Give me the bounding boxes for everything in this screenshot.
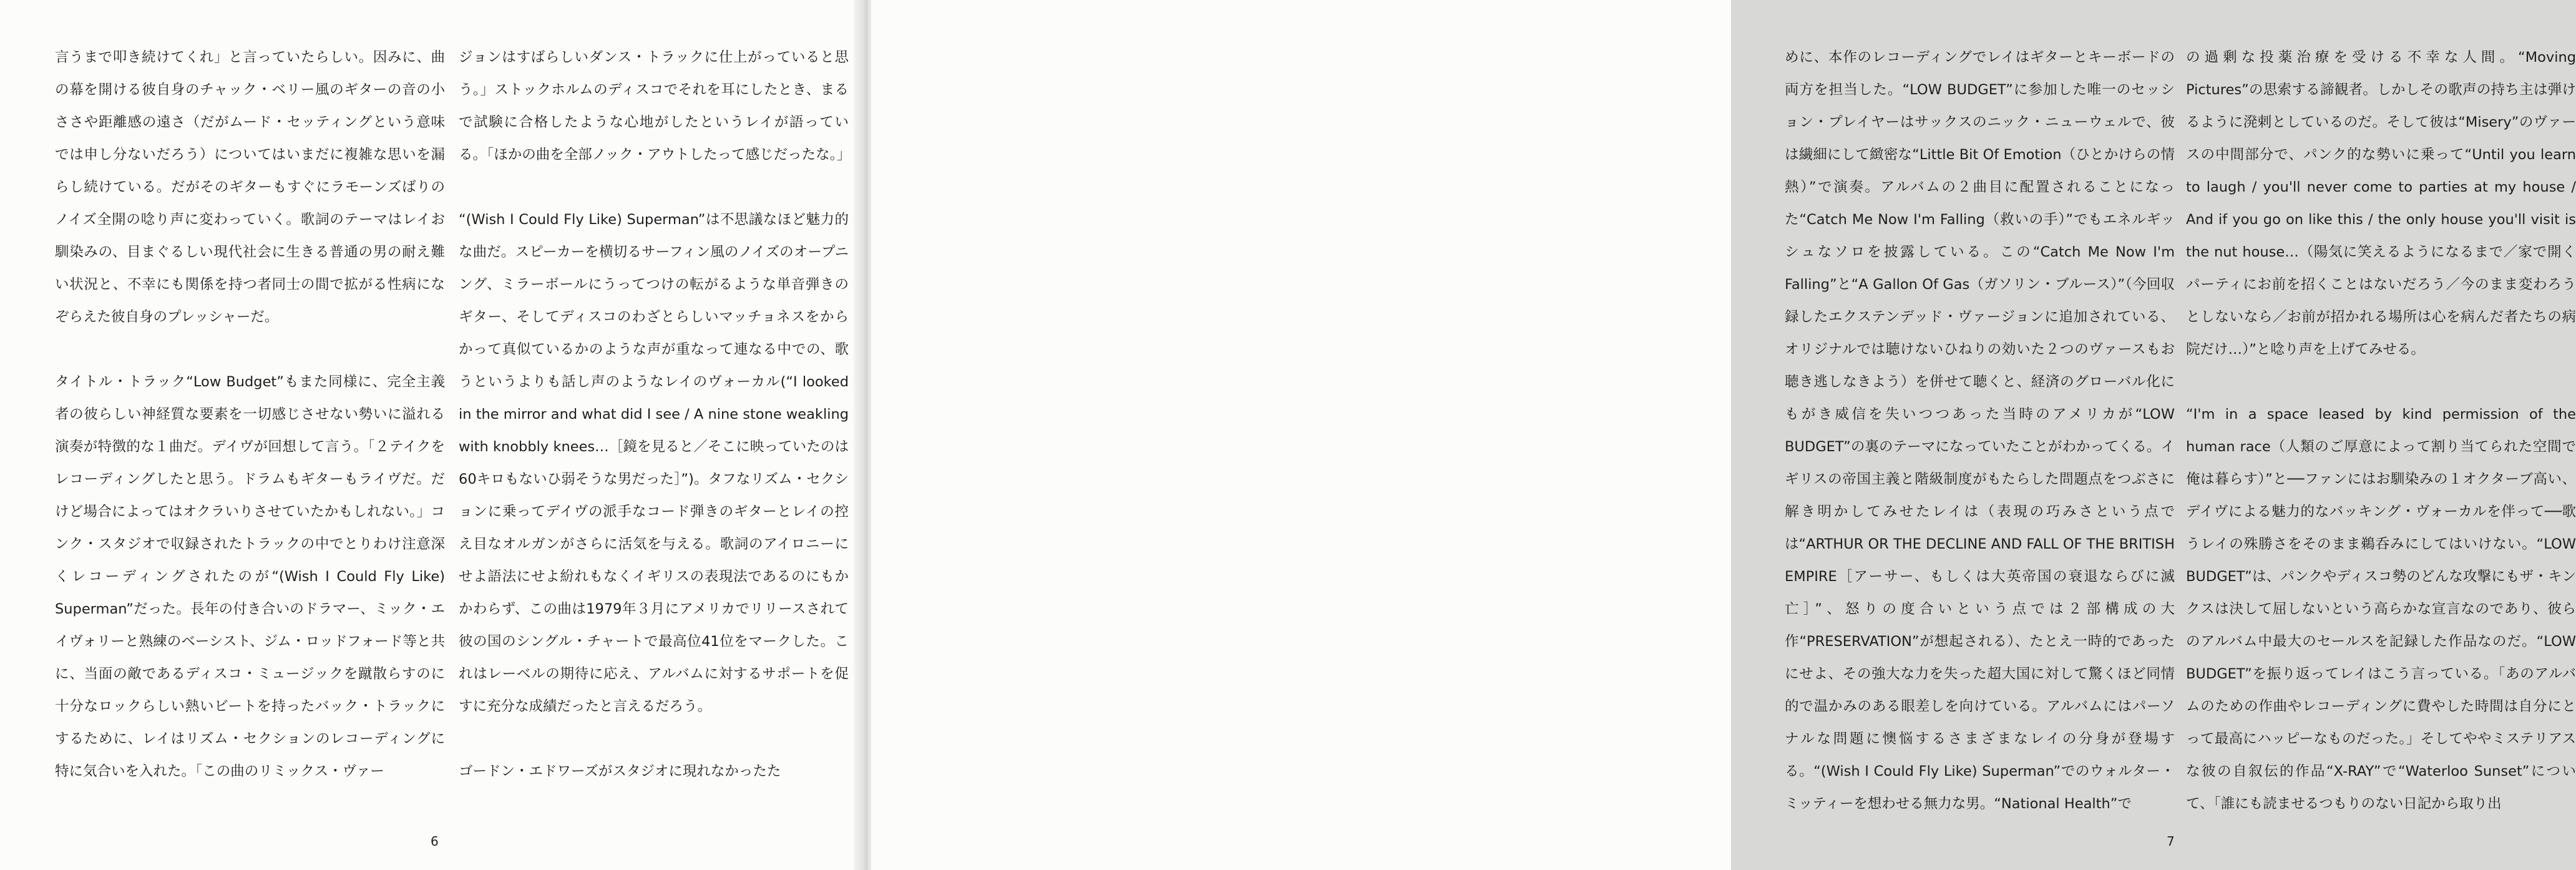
paragraph: ゴードン・エドワーズがスタジオに現れなかったた [459,763,781,780]
paragraph: タイトル・トラック“Low Budget”もまた同様に、完全主義者の彼らしい神経質な要素を一切感じさせない勢いに溢れる演奏が特徴的な１曲だ。デイヴが回想して言う。「２テイクをレコーディングしたと思う。ドラムもギターもライヴだ。だけど場合によってはオクラいりさせていたかもしれない。」コンク・スタジオで収録されたトラックの中でとりわけ注意深くレコーディングされたのが“(Wish I Could Fly Like) Superman”だった。長年の付き合いのドラマー、ミック・エイヴォリーと熟練のベーシスト、ジム・ロッドフォード等と共に、当面の敵であるディスコ・ミュージックを蹴散らすのに十分なロックらしい熱いビートを持ったバック・トラックにするために、レイはリズム・セクションのレコーディングに特に気合いを入れた。「この曲のリミックス・ヴァー [55,374,445,780]
paragraph: ジョンはすばらしいダンス・トラックに仕上がっていると思う。」ストックホルムのディスコでそれを耳にしたとき、まるで試験に合格したような心地がしたというレイが語っている。「ほかの曲を全部ノック・アウトしたって感じだったな。」 [459,49,851,163]
paragraph: “I'm in a space leased by kind permission of the human race（人類のご厚意によって割り当てられた空間で俺は暮らす）”と──ファンにはお馴染みの１オクターブ高い、デイヴによる魅力的なバッキング・ヴォーカルを伴って──歌うレイの殊勝さをそのまま鵜呑みにしてはいけない。“LOW BUDGET”は、パンクやディスコ勢のどんな攻撃にもザ・キンクスは決して屈しないという高らかな宣言なのであり、彼らのアルバム中最大のセールスを記録した作品なのだ。“LOW BUDGET”を振り返ってレイはこう言っている。「あのアルバムのための作曲やレコーディングに費やした時間は自分にとって最高にハッピーなものだった。」そしてややミステリアスな彼の自叙伝的作品“X-RAY”で“Waterloo Sunset”について、「誰にも読ませるつもりのない日記から取り出 [2186,406,2576,812]
paragraph: めに、本作のレコーディングでレイはギターとキーボードの両方を担当した。“LOW BUDGET”に参加した唯一のセッション・プレイヤーはサックスのニック・ニューウェルで、彼は繊細にして緻密な“Little Bit Of Emotion（ひとかけらの情熱）”で演奏。アルバムの２曲目に配置されることになった“Catch Me Now I'm Falling（救いの手）”でもエネルギッシュなソロを披露している。この“Catch Me Now I'm Falling”と“A Gallon Of Gas（ガソリン・ブルース）”（今回収録したエクステンデッド・ヴァージョンに追加されている、オリジナルでは聴けないひねりの効いた２つのヴァースもお聴き逃しなきよう）を併せて聴くと、経済のグローバル化にもがき威信を失いつつあった当時のアメリカが“LOW BUDGET”の裏のテーマになっていたことがわかってくる。イギリスの帝国主義と階級制度がもたらした問題点をつぶさに解き明かしてみせたレイは（表現の巧みさという点では“ARTHUR OR THE DECLINE AND FALL OF THE BRITISH EMPIRE［アーサー、もしくは大英帝国の衰退ならびに滅亡］”、怒りの度合いという点では２部構成の大作“PRESERVATION”が想起される）、たとえ一時的であったにせよ、その強大な力を失った超大国に対して驚くほど同情的で温かみのある眼差しを向けている。アルバムにはパーソナルな問題に懊悩するさまざまなレイの分身が登場する。“(Wish I Could Fly Like) Superman”でのウォルター・ミッティーを想わせる無力な男。“National Health”で [1785,49,2175,812]
page-number: 6 [431,834,439,849]
paragraph: 言うまで叩き続けてくれ」と言っていたらしい。因みに、曲の幕を開ける彼自身のチャック・ベリー風のギターの音の小ささや距離感の遠さ（だがムード・セッティングという意味では申し分ないだろう）についてはいまだに複雑な思いを漏らし続けている。だがそのギターもすぐにラモーンズばりのノイズ全開の唸り声に変わっていく。歌詞のテーマはレイお馴染みの、目まぐるしい現代社会に生きる普通の男の耐え難い状況と、不幸にも関係を持つ者同士の間で拡がる性病になぞらえた彼自身のプレッシャーだ。 [55,49,445,325]
text-column-4 [2186,41,2576,820]
text-column-3 [1785,41,2175,820]
text-column-1 [55,41,445,788]
paragraph: “(Wish I Could Fly Like) Superman”は不思議なほど魅力的な曲だ。スピーカーを横切るサーフィン風のノイズのオープニング、ミラーボールにうってつけの転がるような単音弾きのギター、そしてディスコのわざとらしいマッチョネスをからかって真似ているかのような声が重なって連なる中での、歌うというよりも話し声のようなレイのヴォーカル(“I looked in the mirror and what did I see / A nine stone weakling with knobbly knees…［鏡を見ると／そこに映っていたのは60キロもないひ弱そうな男だった］”)。タフなリズム・セクションに乗ってデイヴの派手なコード弾きのギターとレイの控え目なオルガンがさらに活気を与える。歌詞のアイロニーにせよ語法にせよ紛れもなくイギリスの表現法であるのにもかかわらず、この曲は1979年３月にアメリカでリリースされて彼の国のシングル・チャートで最高位41位をマークした。これはレーベルの期待に応え、アルバムに対するサポートを促すに充分な成績だったと言えるだろう。 [459,212,849,715]
paragraph: の過剰な投薬治療を受ける不幸な人間。“Moving Pictures”の思索する諦観者。しかしその歌声の持ち主は弾けるように溌剌としているのだ。そして彼は“Misery”のヴァースの中間部分で、パンク的な勢いに乗って“Until you learn to laugh / you'll never come to parties at my house / And if you go on like this / the only house you'll visit is the nut house…（陽気に笑えるようになるまで／家で開くパーティにお前を招くことはないだろう／今のまま変わろうとしないなら／お前が招かれる場所は心を病んだ者たちの病院だけ…）”と唸り声を上げてみせる。 [2186,49,2576,358]
text-column-2 [459,41,849,788]
right-page [871,0,2576,870]
page-number: 7 [2167,834,2175,849]
left-page [0,0,859,870]
